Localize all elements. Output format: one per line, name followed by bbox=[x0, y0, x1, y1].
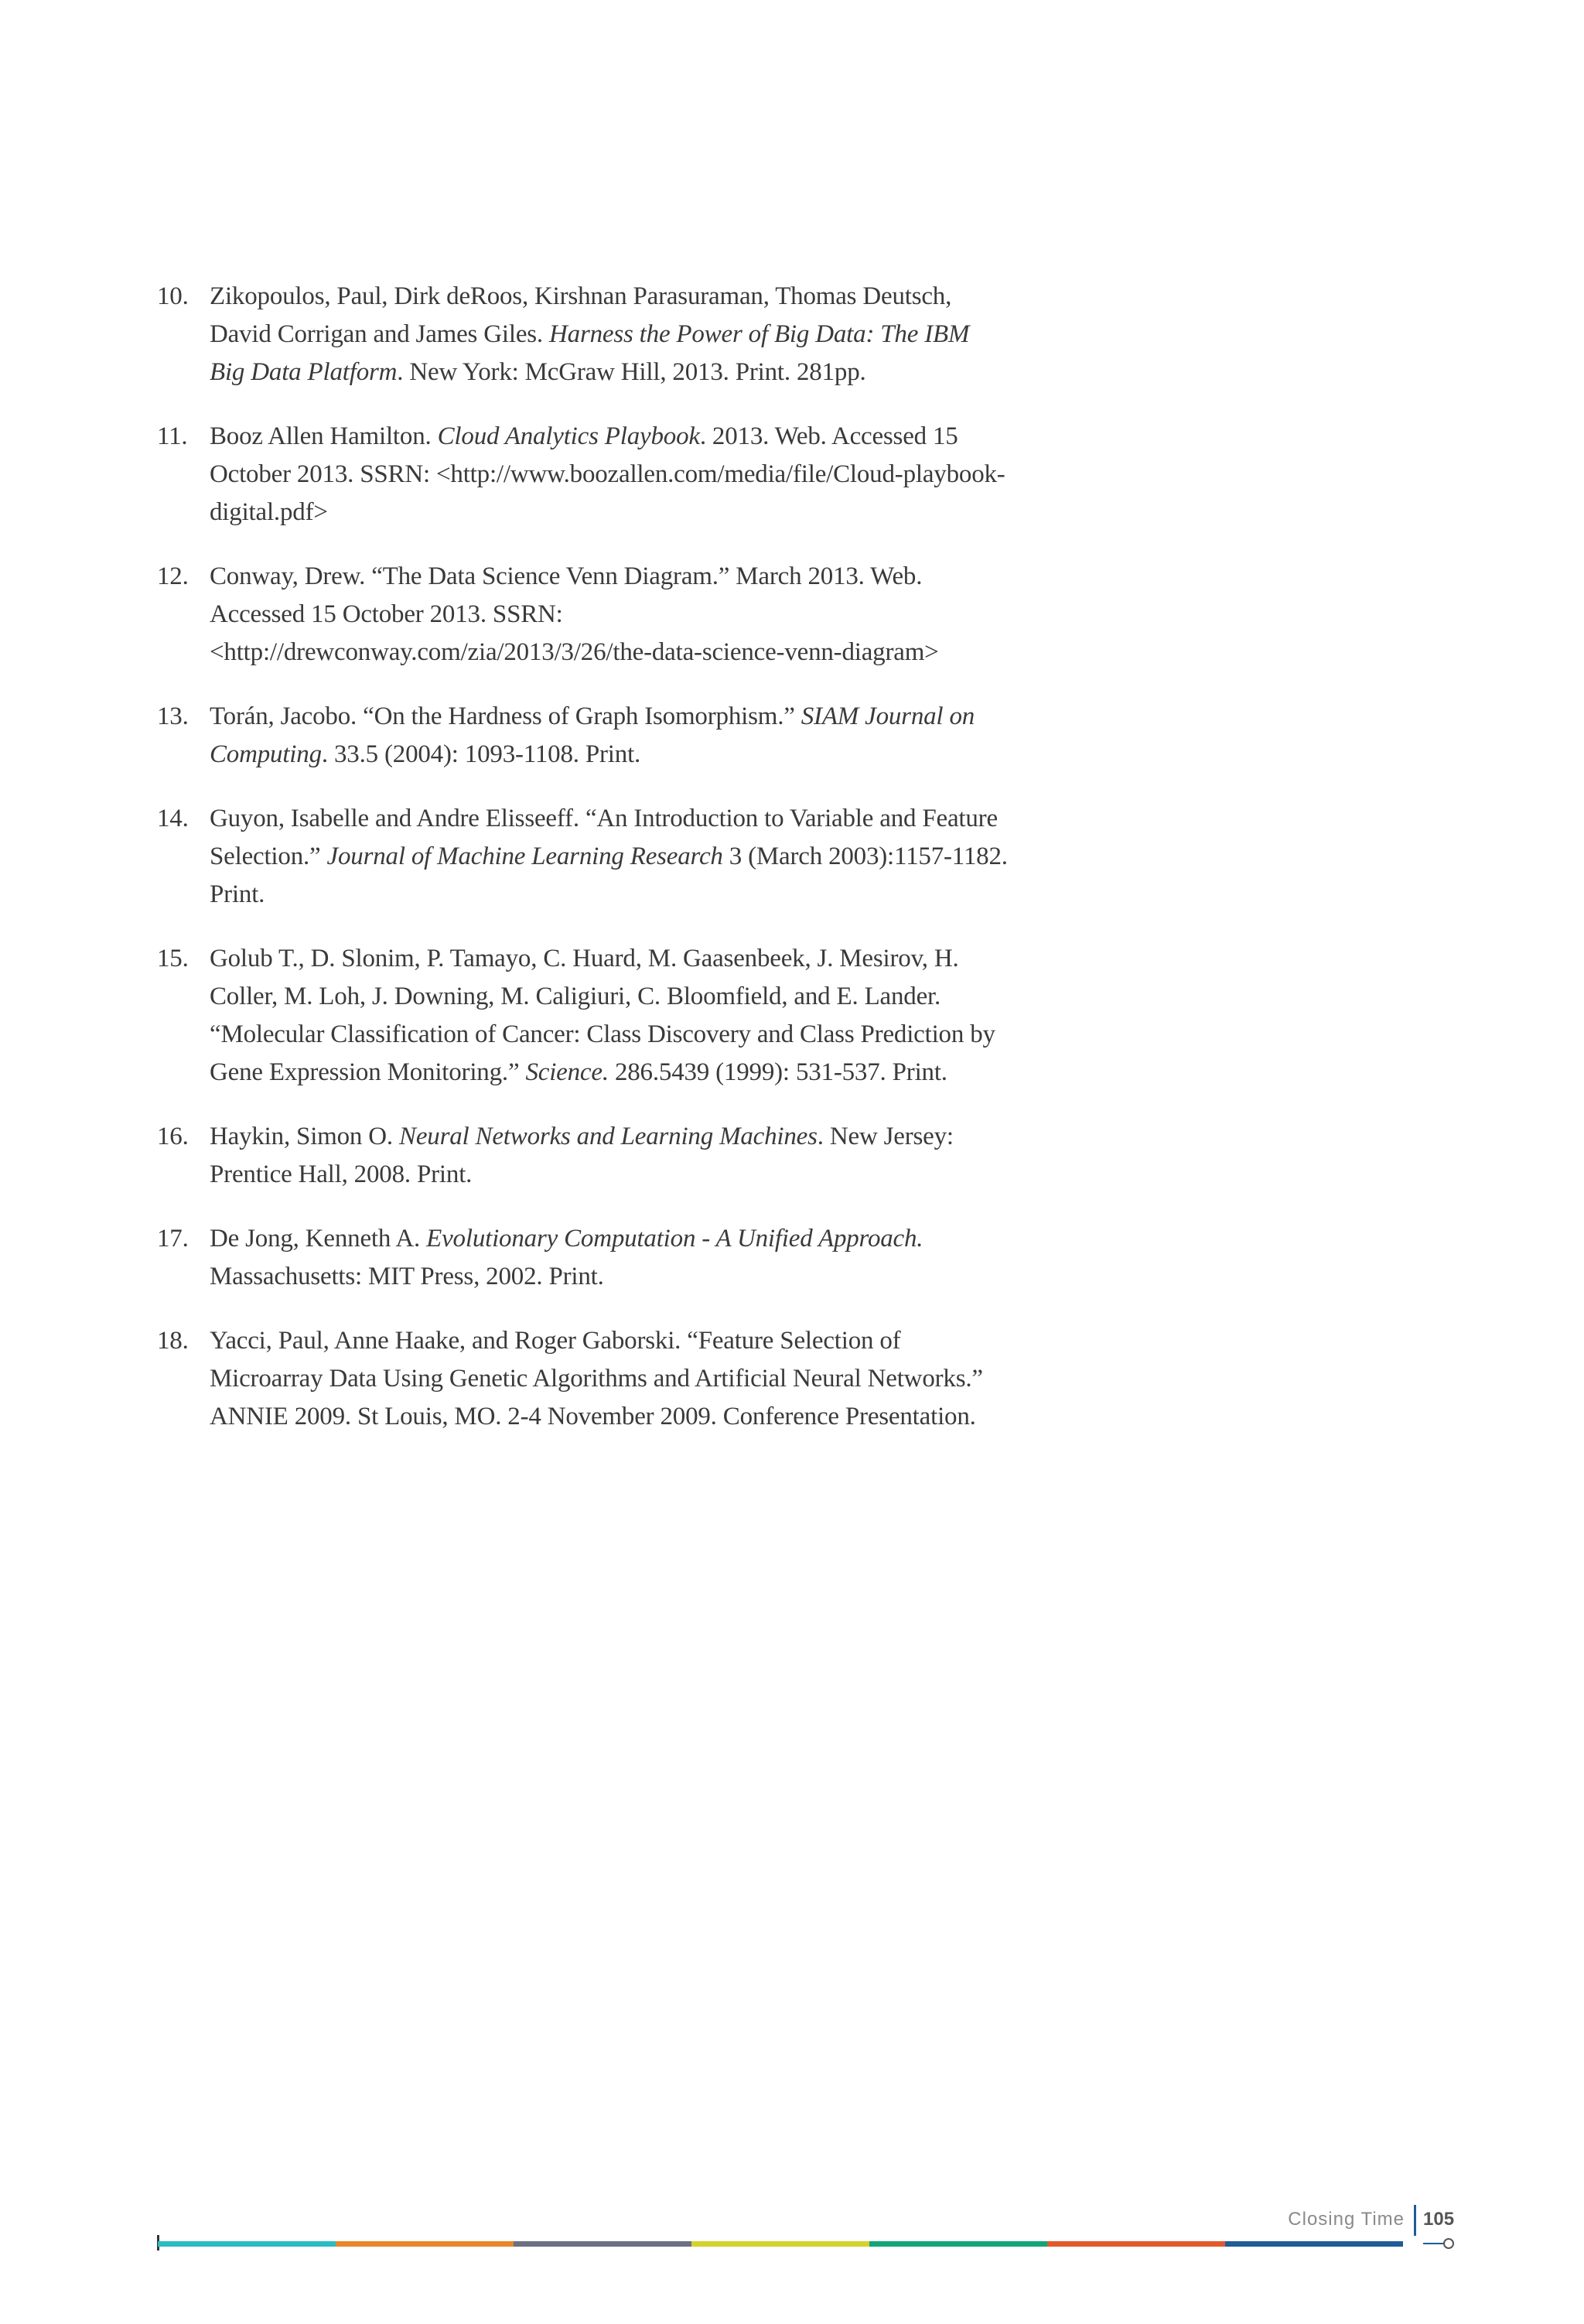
reference-number: 14. bbox=[157, 805, 189, 832]
reference-number: 11. bbox=[157, 422, 188, 450]
reference-segment: . 33.5 (2004): 1093-1108. Print. bbox=[321, 740, 641, 768]
reference-segment: . 2013. Web. Accessed 15 October 2013. SSRN: <http://www.boozallen.com/media/file/Cloud-playbook-digital.pdf> bbox=[210, 422, 1005, 526]
reference-segment: De Jong, Kenneth A. bbox=[210, 1225, 427, 1253]
color-bar bbox=[158, 2241, 1403, 2247]
reference-number: 16. bbox=[157, 1123, 189, 1150]
reference-number: 17. bbox=[157, 1225, 189, 1253]
reference-segment: . New York: McGraw Hill, 2013. Print. 281pp. bbox=[397, 358, 866, 386]
reference-segment: 3 (March 2003):1157-1182. Print. bbox=[210, 842, 1008, 908]
reference-text bbox=[210, 945, 995, 1086]
reference-text bbox=[210, 805, 1008, 908]
reference-title: Cloud Analytics Playbook bbox=[437, 422, 700, 450]
reference-item bbox=[157, 558, 1008, 672]
footer-divider bbox=[1414, 2205, 1416, 2236]
reference-text bbox=[210, 562, 939, 666]
reference-item bbox=[157, 418, 1008, 531]
reference-item bbox=[157, 698, 1008, 774]
reference-text bbox=[210, 282, 969, 386]
reference-segment: 286.5439 (1999): 531-537. Print. bbox=[608, 1058, 947, 1086]
reference-segment: Haykin, Simon O. bbox=[210, 1123, 400, 1150]
reference-item bbox=[157, 800, 1008, 914]
reference-number: 15. bbox=[157, 945, 189, 972]
color-bar-segment bbox=[869, 2241, 1047, 2247]
reference-number: 18. bbox=[157, 1327, 189, 1355]
reference-title: Journal of Machine Learning Research bbox=[326, 842, 723, 870]
reference-text bbox=[210, 422, 1005, 526]
reference-segment: Torán, Jacobo. “On the Hardness of Graph Isomorphism.” bbox=[210, 702, 801, 730]
bar-end-line bbox=[1423, 2243, 1445, 2244]
page-number: 105 bbox=[1423, 2209, 1455, 2230]
reference-title: Science. bbox=[525, 1058, 609, 1086]
reference-segment: Booz Allen Hamilton. bbox=[210, 422, 438, 450]
color-bar-segment bbox=[1047, 2241, 1225, 2247]
bar-end-circle-icon bbox=[1443, 2238, 1454, 2249]
reference-item bbox=[157, 1118, 1008, 1194]
reference-number: 10. bbox=[157, 282, 189, 310]
reference-title: SIAM Journal on Computing bbox=[210, 702, 975, 768]
reference-text bbox=[210, 1225, 923, 1290]
reference-item bbox=[157, 940, 1008, 1092]
color-bar-segment bbox=[514, 2241, 691, 2247]
section-title: Closing Time bbox=[1288, 2209, 1405, 2230]
reference-title: Evolutionary Computation - A Unified Approach. bbox=[426, 1225, 923, 1253]
reference-list bbox=[157, 278, 1008, 1462]
reference-segment: Conway, Drew. “The Data Science Venn Diagram.” March 2013. Web. Accessed 15 October 2013. SSRN: <http://drewconway.com/zia/2013/3/26/the-data-science-venn-diagram> bbox=[210, 562, 939, 666]
reference-item bbox=[157, 1322, 1008, 1436]
reference-title: Neural Networks and Learning Machines bbox=[399, 1123, 818, 1150]
color-bar-segment bbox=[691, 2241, 869, 2247]
reference-item bbox=[157, 1220, 1008, 1296]
reference-segment: Guyon, Isabelle and Andre Elisseeff. “An Introduction to Variable and Feature Selection.” bbox=[210, 805, 998, 870]
reference-segment: . New Jersey: Prentice Hall, 2008. Print. bbox=[210, 1123, 954, 1188]
reference-text bbox=[210, 1327, 983, 1430]
color-bar-segment bbox=[158, 2241, 336, 2247]
reference-number: 13. bbox=[157, 702, 189, 730]
reference-text bbox=[210, 1123, 954, 1188]
reference-text bbox=[210, 702, 975, 768]
reference-item bbox=[157, 278, 1008, 391]
reference-number: 12. bbox=[157, 562, 189, 590]
reference-segment: Massachusetts: MIT Press, 2002. Print. bbox=[210, 1263, 604, 1290]
reference-segment: Zikopoulos, Paul, Dirk deRoos, Kirshnan Parasuraman, Thomas Deutsch, David Corrigan and James Giles. bbox=[210, 282, 952, 348]
color-bar-segment bbox=[1225, 2241, 1403, 2247]
reference-title: Harness the Power of Big Data: The IBM Big Data Platform bbox=[210, 320, 970, 386]
color-bar-segment bbox=[336, 2241, 514, 2247]
reference-segment: Yacci, Paul, Anne Haake, and Roger Gaborski. “Feature Selection of Microarray Data Using Genetic Algorithms and Artificial Neural Networks.” ANNIE 2009. St Louis, MO. 2-4 November 2009. Conference Presentation. bbox=[210, 1327, 983, 1430]
reference-segment: Golub T., D. Slonim, P. Tamayo, C. Huard, M. Gaasenbeek, J. Mesirov, H. Coller, M. Loh, J. Downing, M. Caligiuri, C. Bloomfield, and E. Lander. “Molecular Classification of Cancer: Class Discovery and Class Prediction by Gene Expression Monitoring.” bbox=[210, 945, 995, 1086]
